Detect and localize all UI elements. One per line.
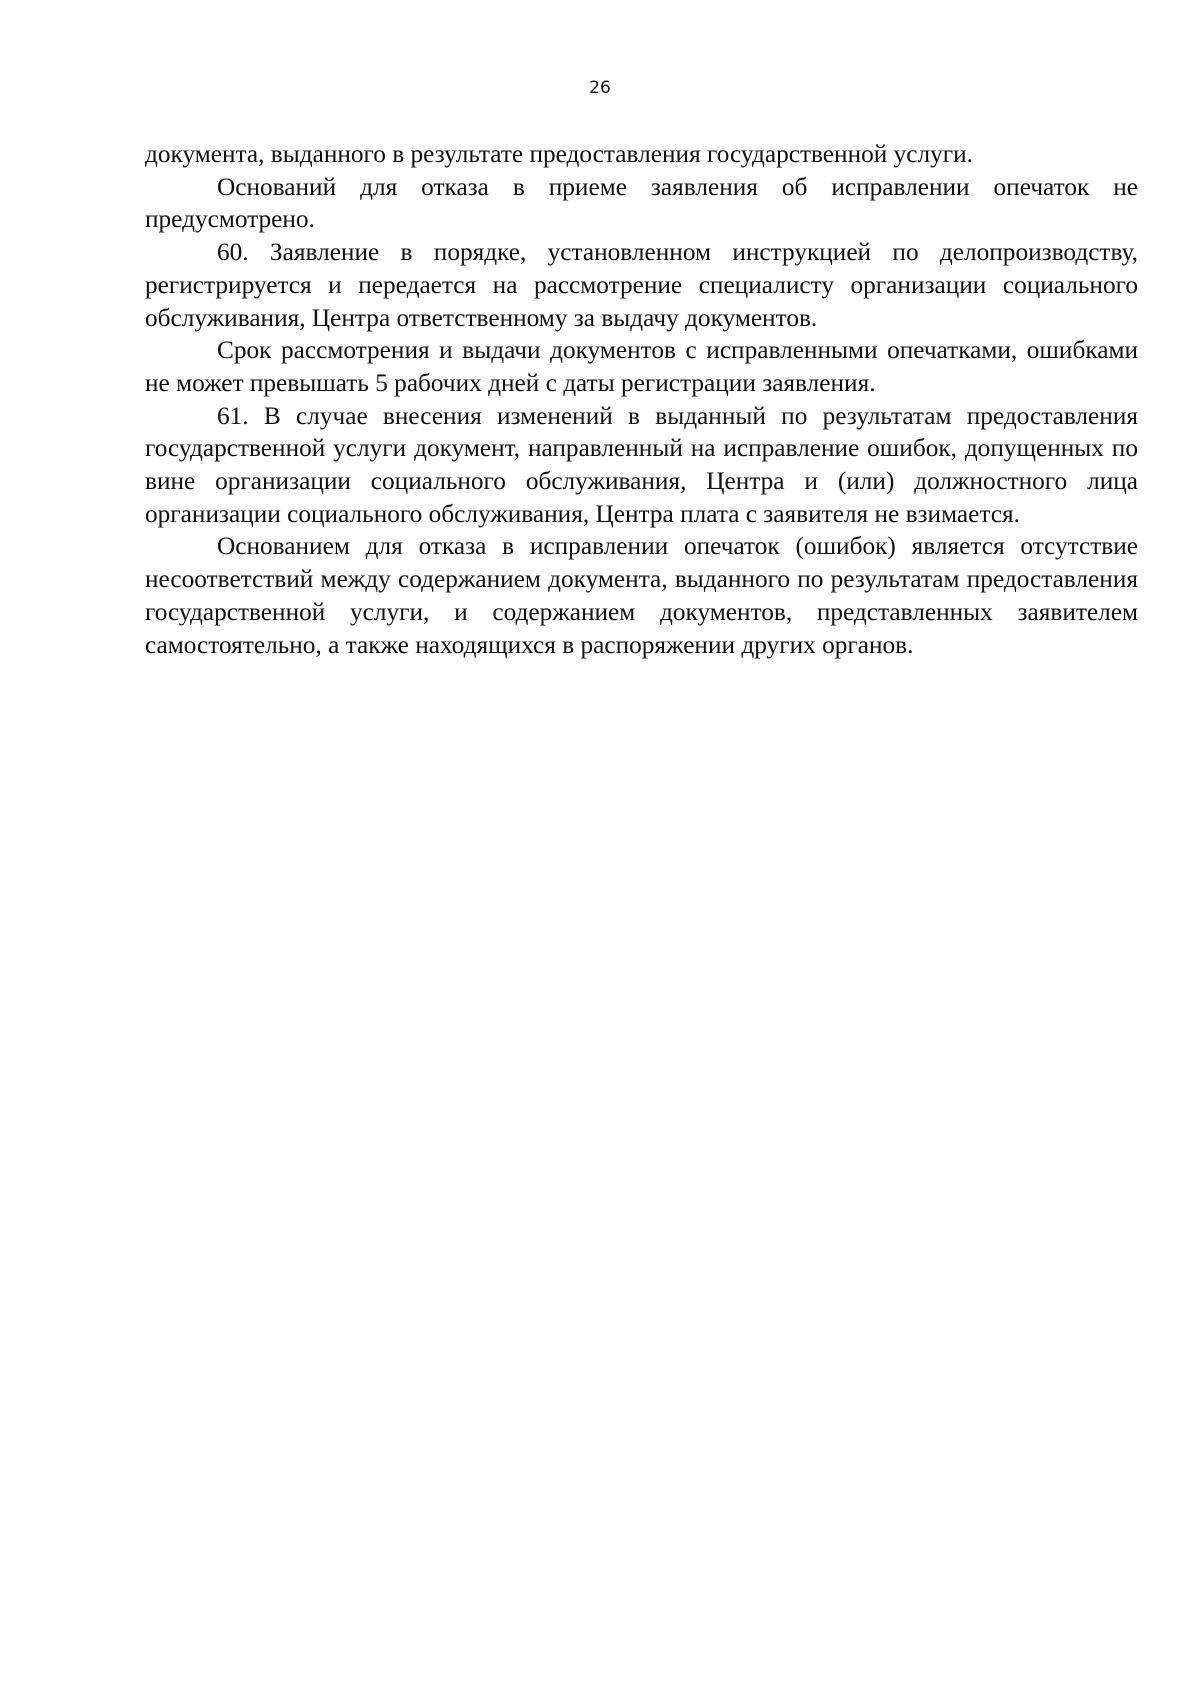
paragraph-item-61: 61. В случае внесения изменений в выданный по результатам предоставления государственной услуги документ, направленный на исправление ошибок, допущенных по вине организации социального обслуживания, Центра и (или) должностного лица организации социального обслуживания, Центра плата с заявителя не взимается. — [145, 401, 1138, 528]
paragraph-no-refusal-grounds: Оснований для отказа в приеме заявления об исправлении опечаток не предусмотрено. — [145, 172, 1138, 234]
paragraph-review-period: Срок рассмотрения и выдачи документов с исправленными опечатками, ошибками не может превышать 5 рабочих дней с даты регистрации заявления. — [145, 336, 1138, 397]
paragraph-item-60: 60. Заявление в порядке, установленном инструкцией по делопроизводству, регистрируется и передается на рассмотрение специалисту организации социального обслуживания, Центра ответственному за выдачу документов. — [145, 238, 1138, 332]
paragraph-refusal-grounds: Основанием для отказа в исправлении опечаток (ошибок) является отсутствие несоответствий между содержанием документа, выданного по результатам предоставления государственной услуги, и содержанием документов, представленных заявителем самостоятельно, а также находящихся в распоряжении других органов. — [145, 532, 1138, 659]
document-body — [145, 138, 1138, 661]
paragraph-continuation: документа, выданного в результате предоставления государственной услуги. — [145, 140, 974, 168]
page-number: 26 — [589, 78, 611, 98]
